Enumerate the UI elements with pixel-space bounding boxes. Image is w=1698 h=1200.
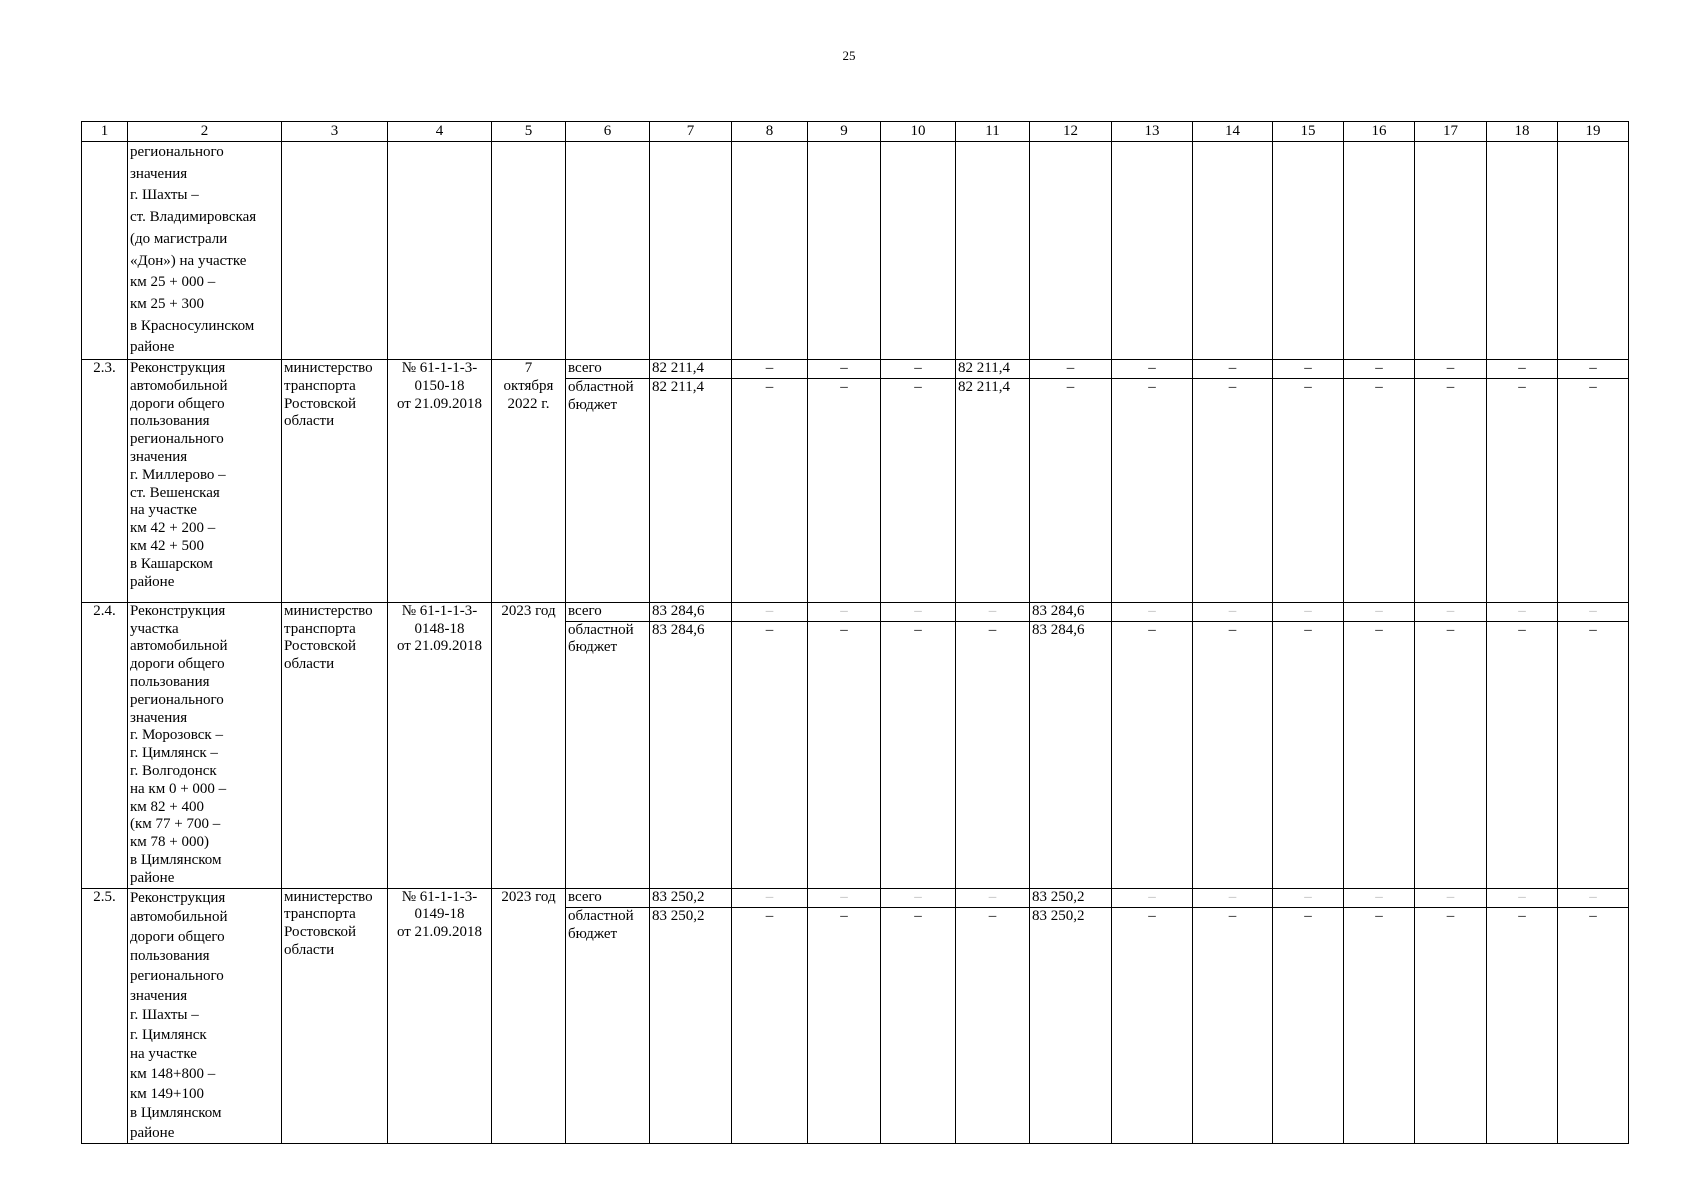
document-cell: № 61-1-1-3- 0148-18 от 21.09.2018 — [388, 602, 492, 888]
value-cell: – — [881, 360, 956, 379]
value-cell: – — [732, 360, 808, 379]
value-cell: – — [881, 621, 956, 888]
value-cell: – — [1273, 602, 1344, 621]
value-cell: – — [1030, 378, 1112, 602]
value-cell: – — [1112, 908, 1193, 1144]
row-number: 2.4. — [82, 602, 128, 888]
value-cell: – — [1487, 360, 1558, 379]
value-cell: – — [881, 888, 956, 908]
value-cell: – — [881, 908, 956, 1144]
value-cell: – — [1193, 602, 1273, 621]
value-cell: – — [732, 378, 808, 602]
source-cell: всего — [566, 360, 650, 379]
value-cell: – — [1112, 621, 1193, 888]
value-cell: – — [732, 908, 808, 1144]
value-cell: – — [1273, 908, 1344, 1144]
value-cell: 83 284,6 — [1030, 602, 1112, 621]
value-cell: – — [1487, 888, 1558, 908]
value-cell: – — [1193, 621, 1273, 888]
object-name-cell: Реконструкция автомобильной дороги общего пользования регионального значения г. Миллерово – ст. Вешенская на участке км 42 + 200 – км 42 + 500 в Кашарском районе — [128, 360, 282, 603]
value-cell: – — [1344, 360, 1415, 379]
value-cell: – — [1273, 888, 1344, 908]
value-cell: – — [1415, 378, 1487, 602]
object-name-cell: регионального значения г. Шахты – ст. Владимировская (до магистрали «Дон») на участке км 25 + 000 – км 25 + 300 в Красносулинском районе — [128, 142, 282, 360]
date-cell: 2023 год — [492, 888, 566, 1144]
value-cell: – — [1112, 378, 1193, 602]
value-cell: – — [881, 602, 956, 621]
value-cell: – — [1193, 378, 1273, 602]
value-cell: – — [956, 602, 1030, 621]
value-cell: – — [956, 888, 1030, 908]
column-header: 1 — [82, 122, 128, 142]
column-header: 7 — [650, 122, 732, 142]
table-row — [82, 360, 1629, 379]
column-header: 14 — [1193, 122, 1273, 142]
column-header: 11 — [956, 122, 1030, 142]
table-row — [82, 888, 1629, 908]
value-cell: – — [1487, 908, 1558, 1144]
value-cell: – — [1273, 621, 1344, 888]
value-cell: 83 284,6 — [650, 602, 732, 621]
value-cell: – — [1487, 602, 1558, 621]
value-cell: – — [808, 888, 881, 908]
source-cell: областной бюджет — [566, 908, 650, 1144]
value-cell: 83 250,2 — [650, 888, 732, 908]
column-header: 13 — [1112, 122, 1193, 142]
value-cell: – — [1273, 378, 1344, 602]
column-header: 12 — [1030, 122, 1112, 142]
column-header: 16 — [1344, 122, 1415, 142]
value-cell: – — [1487, 621, 1558, 888]
value-cell: – — [1558, 888, 1629, 908]
value-cell: – — [1415, 621, 1487, 888]
value-cell: – — [1344, 888, 1415, 908]
value-cell: – — [1558, 360, 1629, 379]
value-cell: – — [808, 908, 881, 1144]
column-header: 4 — [388, 122, 492, 142]
value-cell: 83 284,6 — [650, 621, 732, 888]
value-cell: – — [1415, 888, 1487, 908]
value-cell: 82 211,4 — [650, 360, 732, 379]
value-cell: – — [1558, 378, 1629, 602]
value-cell: 82 211,4 — [650, 378, 732, 602]
column-header: 9 — [808, 122, 881, 142]
value-cell: – — [1193, 888, 1273, 908]
column-header: 19 — [1558, 122, 1629, 142]
value-cell: – — [732, 888, 808, 908]
row-number: 2.3. — [82, 360, 128, 603]
value-cell: – — [1415, 908, 1487, 1144]
program-table — [81, 121, 1629, 1144]
value-cell: – — [1344, 602, 1415, 621]
column-header: 8 — [732, 122, 808, 142]
value-cell: – — [808, 602, 881, 621]
value-cell: – — [1193, 908, 1273, 1144]
agency-cell: министерство транспорта Ростовской области — [282, 602, 388, 888]
page-number: 25 — [842, 48, 856, 63]
value-cell: – — [956, 621, 1030, 888]
column-header: 3 — [282, 122, 388, 142]
value-cell: – — [1415, 602, 1487, 621]
value-cell: – — [1344, 621, 1415, 888]
value-cell: – — [808, 621, 881, 888]
column-header: 5 — [492, 122, 566, 142]
value-cell: – — [1112, 602, 1193, 621]
value-cell: – — [1558, 602, 1629, 621]
agency-cell: министерство транспорта Ростовской области — [282, 360, 388, 603]
value-cell: – — [732, 621, 808, 888]
value-cell: – — [1415, 360, 1487, 379]
column-header: 6 — [566, 122, 650, 142]
value-cell: – — [1487, 378, 1558, 602]
value-cell: – — [1193, 360, 1273, 379]
column-header: 18 — [1487, 122, 1558, 142]
agency-cell: министерство транспорта Ростовской области — [282, 888, 388, 1144]
value-cell: – — [1112, 888, 1193, 908]
source-cell: всего — [566, 602, 650, 621]
column-number-row — [82, 122, 1629, 142]
value-cell: – — [1273, 360, 1344, 379]
source-cell: областной бюджет — [566, 378, 650, 602]
value-cell: – — [1558, 621, 1629, 888]
value-cell: 82 211,4 — [956, 360, 1030, 379]
value-cell: – — [1344, 908, 1415, 1144]
value-cell: – — [732, 602, 808, 621]
document-cell: № 61-1-1-3- 0149-18 от 21.09.2018 — [388, 888, 492, 1144]
object-name-cell: Реконструкция автомобильной дороги общего пользования регионального значения г. Шахты – г. Цимлянск на участке км 148+800 – км 149+100 в Цимлянском районе — [128, 888, 282, 1144]
value-cell: – — [1112, 360, 1193, 379]
source-cell: всего — [566, 888, 650, 908]
document-cell: № 61-1-1-3- 0150-18 от 21.09.2018 — [388, 360, 492, 603]
date-cell: 7 октября 2022 г. — [492, 360, 566, 603]
column-header: 10 — [881, 122, 956, 142]
value-cell: – — [1558, 908, 1629, 1144]
row-number: 2.5. — [82, 888, 128, 1144]
date-cell: 2023 год — [492, 602, 566, 888]
value-cell: 83 284,6 — [1030, 621, 1112, 888]
value-cell: 83 250,2 — [1030, 888, 1112, 908]
column-header: 15 — [1273, 122, 1344, 142]
table-row — [82, 602, 1629, 621]
value-cell: – — [881, 378, 956, 602]
column-header: 17 — [1415, 122, 1487, 142]
value-cell: – — [1344, 378, 1415, 602]
value-cell: 83 250,2 — [650, 908, 732, 1144]
column-header: 2 — [128, 122, 282, 142]
object-name-cell: Реконструкция участка автомобильной дороги общего пользования регионального значения г. Морозовск – г. Цимлянск – г. Волгодонск на км 0 + 000 – км 82 + 400 (км 77 + 700 – км 78 + 000) в Цимлянском районе — [128, 602, 282, 888]
value-cell: 83 250,2 — [1030, 908, 1112, 1144]
value-cell: – — [956, 908, 1030, 1144]
source-cell: областной бюджет — [566, 621, 650, 888]
value-cell: – — [1030, 360, 1112, 379]
value-cell: 82 211,4 — [956, 378, 1030, 602]
value-cell: – — [808, 378, 881, 602]
table-row — [82, 142, 1629, 360]
value-cell: – — [808, 360, 881, 379]
